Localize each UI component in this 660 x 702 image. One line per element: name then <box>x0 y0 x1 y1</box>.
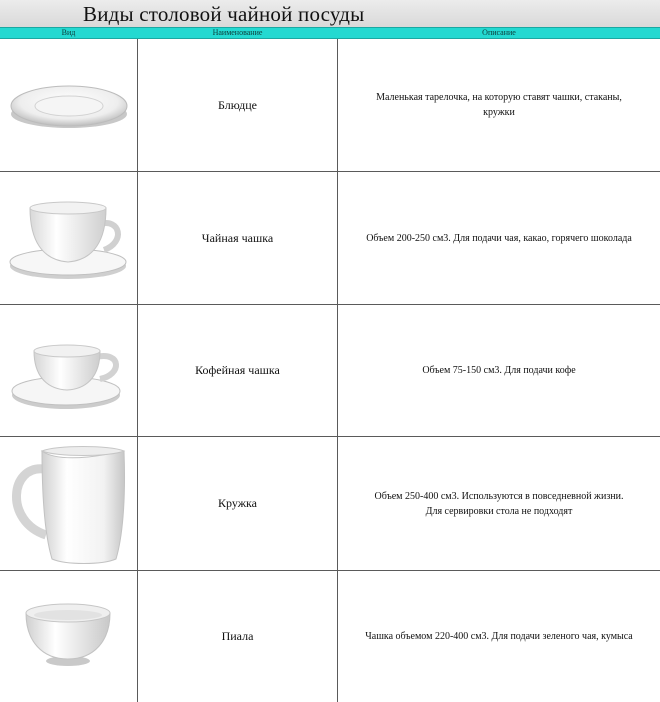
table-header <box>0 27 660 39</box>
coffee-cup-icon <box>10 335 128 411</box>
header-description: Описание <box>482 28 516 37</box>
item-description: Объем 200-250 см3. Для подачи чая, какао, горячего шоколада <box>366 232 632 244</box>
table-row <box>0 305 660 436</box>
item-description: Чашка объемом 220-400 см3. Для подачи зеленого чая, кумыса <box>365 631 633 642</box>
table-row <box>0 571 660 702</box>
mug-icon <box>6 443 132 569</box>
tea-cup-icon <box>8 198 132 282</box>
dishware-table <box>0 39 660 702</box>
header-name: Наименование <box>212 28 263 37</box>
item-name: Кофейная чашка <box>195 363 280 377</box>
item-description: Объем 75-150 см3. Для подачи кофе <box>422 365 576 376</box>
item-name: Кружка <box>218 496 257 510</box>
header-view: Вид <box>61 28 76 37</box>
table-row <box>0 172 660 304</box>
image-cell <box>0 437 137 570</box>
image-cell <box>0 39 137 171</box>
table-row <box>0 437 660 570</box>
table-row <box>0 39 660 171</box>
bowl-icon <box>22 601 114 667</box>
saucer-icon <box>8 82 130 132</box>
image-cell <box>0 305 137 436</box>
item-description: Объем 250-400 см3. Используются в повседневной жизни. Для сервировки стола не подходят <box>374 490 624 517</box>
title-bar <box>0 0 660 27</box>
image-cell <box>0 172 137 304</box>
image-cell <box>0 571 137 702</box>
item-description: Маленькая тарелочка, на которую ставят чашки, стаканы, кружки <box>376 92 622 118</box>
item-name: Блюдце <box>218 97 257 112</box>
page-title: Виды столовой чайной посуды <box>83 2 365 26</box>
item-name: Чайная чашка <box>201 230 274 245</box>
item-name: Пиала <box>221 629 254 643</box>
